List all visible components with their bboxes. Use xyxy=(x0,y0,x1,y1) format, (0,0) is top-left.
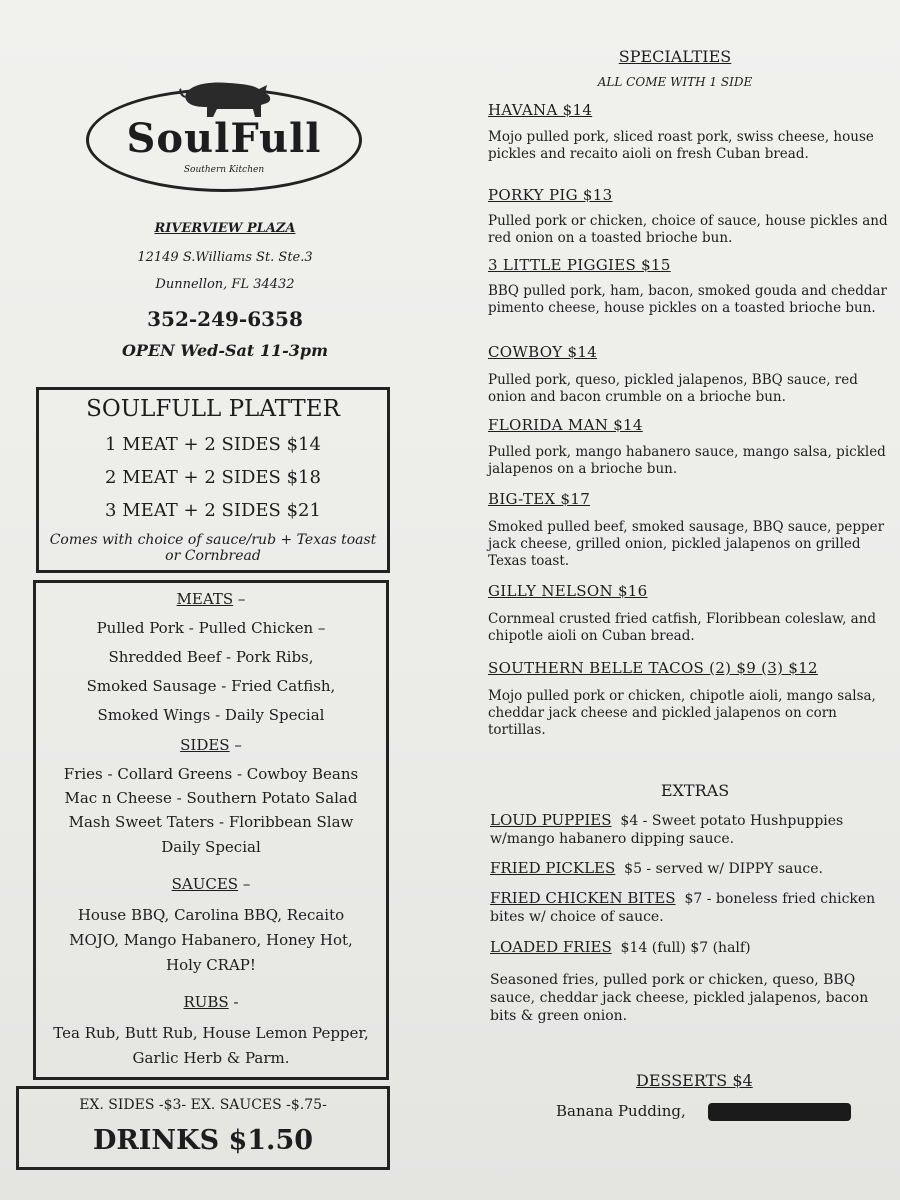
city-address: Dunnellon, FL 34432 xyxy=(155,277,295,292)
side-line: Mash Sweet Taters - Floribbean Slaw xyxy=(68,813,354,831)
platter-option: 2 MEAT + 2 SIDES $18 xyxy=(105,467,321,488)
rub-line: Garlic Herb & Parm. xyxy=(132,1049,290,1067)
specialty-desc: Mojo pulled pork or chicken, chipotle aioli, mango salsa, cheddar jack cheese and pickled jalapenos on corn tortillas. xyxy=(488,688,876,738)
specialties-title: SPECIALTIES xyxy=(618,47,732,66)
specialty-name: GILLY NELSON $16 xyxy=(488,582,648,600)
specialty-desc: Cornmeal crusted fried catfish, Floribbean coleslaw, and chipotle aioli on Cuban bread. xyxy=(488,611,877,644)
dessert-item: Banana Pudding, xyxy=(556,1102,686,1120)
drinks-box xyxy=(16,1086,390,1170)
side-line: Fries - Collard Greens - Cowboy Beans xyxy=(63,765,359,783)
redaction-mark xyxy=(708,1103,851,1121)
extra-desc: $14 (full) $7 (half) xyxy=(620,940,751,956)
platter-title: SOULFULL PLATTER xyxy=(86,396,340,422)
sauce-line: House BBQ, Carolina BBQ, Recaito xyxy=(77,906,345,924)
meat-line: Smoked Sausage - Fried Catfish, xyxy=(86,677,336,695)
logo xyxy=(86,88,362,192)
side-line: Daily Special xyxy=(161,838,261,856)
loaded-fries-desc: Seasoned fries, pulled pork or chicken, queso, BBQ sauce, cheddar jack cheese, pickled jalapenos, bacon bits & green onion. xyxy=(490,972,869,1024)
specialty-name: COWBOY $14 xyxy=(488,343,598,361)
specialty-desc: BBQ pulled pork, ham, bacon, smoked gouda and cheddar pimento cheese, house pickles on a toasted brioche bun. xyxy=(488,283,887,316)
specialty-desc: Pulled pork, mango habanero sauce, mango salsa, pickled jalapenos on a brioche bun. xyxy=(488,444,886,477)
opening-hours: OPEN Wed-Sat 11-3pm xyxy=(121,341,329,360)
specialties-subtitle: ALL COME WITH 1 SIDE xyxy=(597,75,753,89)
side-line: Mac n Cheese - Southern Potato Salad xyxy=(64,789,358,807)
logo-tagline: Southern Kitchen xyxy=(183,165,265,175)
specialty-desc: Mojo pulled pork, sliced roast pork, swiss cheese, house pickles and recaito aioli on fresh Cuban bread. xyxy=(488,129,874,162)
street-address: 12149 S.Williams St. Ste.3 xyxy=(137,250,313,265)
extra-name: LOADED FRIES xyxy=(490,938,612,956)
platter-box xyxy=(36,387,390,573)
extra-name: FRIED PICKLES xyxy=(490,859,616,877)
extra-desc: $4 - Sweet potato Hushpuppies w/mango habanero dipping sauce. xyxy=(490,813,844,847)
extras-title: EXTRAS xyxy=(660,781,730,800)
desserts-title: DESSERTS $4 xyxy=(636,1071,753,1090)
options-box xyxy=(33,580,389,1080)
extra-desc: $7 - boneless fried chicken bites w/ choice of sauce. xyxy=(490,891,876,925)
sauce-line: Holy CRAP! xyxy=(166,956,256,974)
specialty-desc: Pulled pork or chicken, choice of sauce, house pickles and red onion on a toasted brioche bun. xyxy=(488,213,888,246)
meat-line: Smoked Wings - Daily Special xyxy=(97,706,325,724)
drinks-price: DRINKS $1.50 xyxy=(92,1125,314,1156)
extra-desc: $5 - served w/ DIPPY sauce. xyxy=(624,861,823,877)
platter-option: 1 MEAT + 2 SIDES $14 xyxy=(105,434,321,455)
phone-number: 352-249-6358 xyxy=(147,307,303,331)
extra-name: FRIED CHICKEN BITES xyxy=(490,889,676,907)
meats-heading: MEATS – xyxy=(176,590,246,608)
rub-line: Tea Rub, Butt Rub, House Lemon Pepper, xyxy=(53,1024,369,1042)
rubs-heading: RUBS - xyxy=(183,993,239,1011)
extra-item xyxy=(490,811,895,848)
sauce-line: MOJO, Mango Habanero, Honey Hot, xyxy=(69,931,353,949)
specialty-desc: Smoked pulled beef, smoked sausage, BBQ sauce, pepper jack cheese, grilled onion, pickled jalapenos on grilled Texas toast. xyxy=(488,519,885,569)
extra-item xyxy=(490,938,895,957)
specialty-name: SOUTHERN BELLE TACOS (2) $9 (3) $12 xyxy=(488,659,818,677)
specialty-name: FLORIDA MAN $14 xyxy=(488,416,643,434)
plaza-name: RIVERVIEW PLAZA xyxy=(154,221,296,236)
specialty-name: PORKY PIG $13 xyxy=(488,186,613,204)
extra-item xyxy=(490,889,895,926)
extra-prices: EX. SIDES -$3- EX. SAUCES -$.75- xyxy=(79,1097,327,1113)
meat-line: Shredded Beef - Pork Ribs, xyxy=(108,648,314,666)
specialty-name: HAVANA $14 xyxy=(488,101,593,119)
logo-name: SoulFull xyxy=(126,115,322,162)
extra-name: LOUD PUPPIES xyxy=(490,811,612,829)
meat-line: Pulled Pork - Pulled Chicken – xyxy=(96,619,326,637)
extra-item xyxy=(490,859,895,878)
platter-option: 3 MEAT + 2 SIDES $21 xyxy=(105,500,321,521)
specialty-name: BIG-TEX $17 xyxy=(488,490,591,508)
platter-note: Comes with choice of sauce/rub + Texas toast or Cornbread xyxy=(49,532,377,564)
sides-heading: SIDES – xyxy=(180,736,242,754)
specialty-name: 3 LITTLE PIGGIES $15 xyxy=(488,256,671,274)
specialty-desc: Pulled pork, queso, pickled jalapenos, BBQ sauce, red onion and bacon crumble on a brioche bun. xyxy=(488,372,858,405)
sauces-heading: SAUCES – xyxy=(171,875,251,893)
